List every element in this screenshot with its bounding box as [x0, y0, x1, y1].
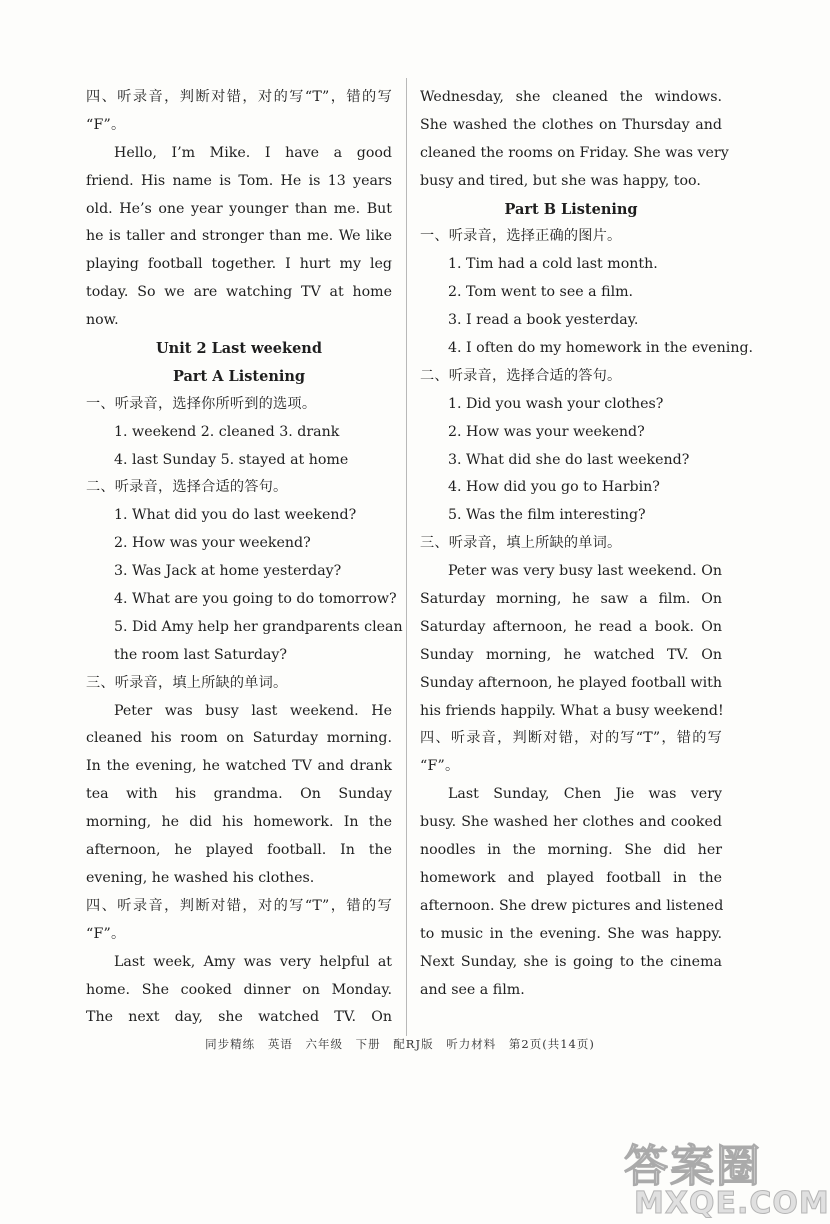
watermark-logo: 答案圈	[624, 1141, 762, 1192]
question-instruction: “F”。	[420, 758, 460, 775]
text-line: home. She cooked dinner on Monday.	[86, 981, 392, 998]
text-line: busy. She washed her clothes and cooked	[420, 814, 722, 831]
section-heading: Unit 2 Last weekend	[156, 340, 322, 358]
text-line: Last Sunday, Chen Jie was very	[448, 786, 722, 803]
list-item: 2. Tom went to see a film.	[448, 284, 634, 301]
footer-page-number: 第2页(共14页)	[508, 1037, 595, 1051]
list-item: 1. Did you wash your clothes?	[448, 395, 664, 412]
text-line: homework and played football in the	[420, 869, 722, 886]
list-item: 4. How did you go to Harbin?	[448, 479, 660, 496]
list-item: 3. I read a book yesterday.	[448, 312, 639, 329]
text-line: and see a film.	[420, 981, 525, 998]
text-line: She washed the clothes on Thursday and	[420, 116, 722, 133]
footer-edition: 配RJ版	[393, 1037, 434, 1051]
left-column	[86, 84, 403, 1032]
question-instruction: 三、听录音，填上所缺的单词。	[86, 674, 288, 691]
list-item: 3. Was Jack at home yesterday?	[114, 563, 342, 580]
text-line: Peter was busy last weekend. He	[114, 702, 392, 719]
text-line: noodles in the morning. She did her	[420, 842, 722, 859]
question-instruction: 三、听录音，填上所缺的单词。	[420, 535, 622, 552]
watermark	[620, 1130, 830, 1224]
list-item: the room last Saturday?	[114, 646, 288, 663]
list-item: 4. I often do my homework in the evening.	[448, 340, 754, 357]
footer-book: 同步精练	[205, 1037, 256, 1051]
question-instruction: 一、听录音，选择你所听到的选项。	[86, 395, 317, 412]
list-item: 4. last Sunday 5. stayed at home	[114, 451, 349, 468]
text-line: Peter was very busy last weekend. On	[448, 563, 722, 580]
text-line: today. So we are watching TV at home	[86, 284, 392, 301]
text-line: Saturday morning, he saw a film. On	[420, 591, 722, 608]
text-line: Next Sunday, she is going to the cinema	[420, 953, 722, 970]
text-line: The next day, she watched TV. On	[86, 1009, 392, 1026]
text-line: Sunday afternoon, he played football with	[420, 674, 722, 691]
column-divider	[406, 78, 407, 1036]
footer-grade: 六年级	[305, 1037, 343, 1051]
footer-subject: 英语	[267, 1037, 293, 1051]
list-item: 3. What did she do last weekend?	[448, 451, 690, 468]
text-line: to music in the evening. She was happy.	[420, 925, 722, 942]
section-heading: Part B Listening	[504, 200, 638, 218]
list-item: 1. Tim had a cold last month.	[448, 256, 658, 273]
list-item: 4. What are you going to do tomorrow?	[114, 591, 397, 608]
text-line: Sunday morning, he watched TV. On	[420, 646, 722, 663]
question-instruction: 一、听录音，选择正确的图片。	[420, 228, 622, 245]
text-line: afternoon. She drew pictures and listened	[420, 897, 724, 914]
text-line: his friends happily. What a busy weekend!	[420, 702, 724, 719]
text-line: In the evening, he watched TV and drank	[86, 758, 392, 775]
text-line: Hello, I’m Mike. I have a good	[114, 144, 392, 161]
text-line: old. He’s one year younger than me. But	[86, 200, 392, 217]
watermark-url: MXQE.COM	[634, 1186, 830, 1221]
text-line: friend. His name is Tom. He is 13 years	[86, 172, 392, 189]
text-line: Wednesday, she cleaned the windows.	[420, 89, 722, 105]
list-item: 1. What did you do last weekend?	[114, 507, 357, 524]
right-column	[420, 84, 754, 1004]
list-item: 2. How was your weekend?	[114, 535, 311, 552]
list-item: 2. How was your weekend?	[448, 423, 645, 440]
list-item: 1. weekend 2. cleaned 3. drank	[114, 423, 340, 440]
question-instruction: 四、听录音，判断对错，对的写“T”，错的写	[86, 89, 392, 105]
text-line: playing football together. I hurt my leg	[86, 256, 392, 273]
text-line: Saturday afternoon, he read a book. On	[420, 618, 722, 635]
question-instruction: 四、听录音，判断对错，对的写“T”，错的写	[86, 897, 392, 914]
text-line: tea with his grandma. On Sunday	[86, 786, 392, 803]
text-line: afternoon, he played football. In the	[86, 842, 392, 859]
text-line: busy and tired, but she was happy, too.	[420, 172, 701, 189]
footer-volume: 下册	[355, 1037, 381, 1051]
question-instruction: 二、听录音，选择合适的答句。	[86, 479, 288, 496]
text-line: he is taller and stronger than me. We like	[86, 228, 392, 245]
text-line: now.	[86, 312, 119, 329]
question-instruction: “F”。	[86, 116, 126, 133]
question-instruction: “F”。	[86, 925, 126, 942]
text-line: Last week, Amy was very helpful at	[114, 953, 392, 970]
list-item: 5. Did Amy help her grandparents clean	[114, 618, 403, 635]
question-instruction: 二、听录音，选择合适的答句。	[420, 367, 622, 384]
text-line: evening, he washed his clothes.	[86, 869, 315, 886]
question-instruction: 四、听录音，判断对错，对的写“T”，错的写	[420, 730, 722, 747]
page-footer	[0, 1036, 800, 1052]
list-item: 5. Was the film interesting?	[448, 507, 646, 524]
footer-material: 听力材料	[446, 1037, 497, 1051]
text-line: morning, he did his homework. In the	[86, 814, 392, 831]
section-heading: Part A Listening	[172, 367, 306, 385]
text-line: cleaned his room on Saturday morning.	[86, 730, 392, 747]
text-line: cleaned the rooms on Friday. She was very	[420, 144, 729, 161]
